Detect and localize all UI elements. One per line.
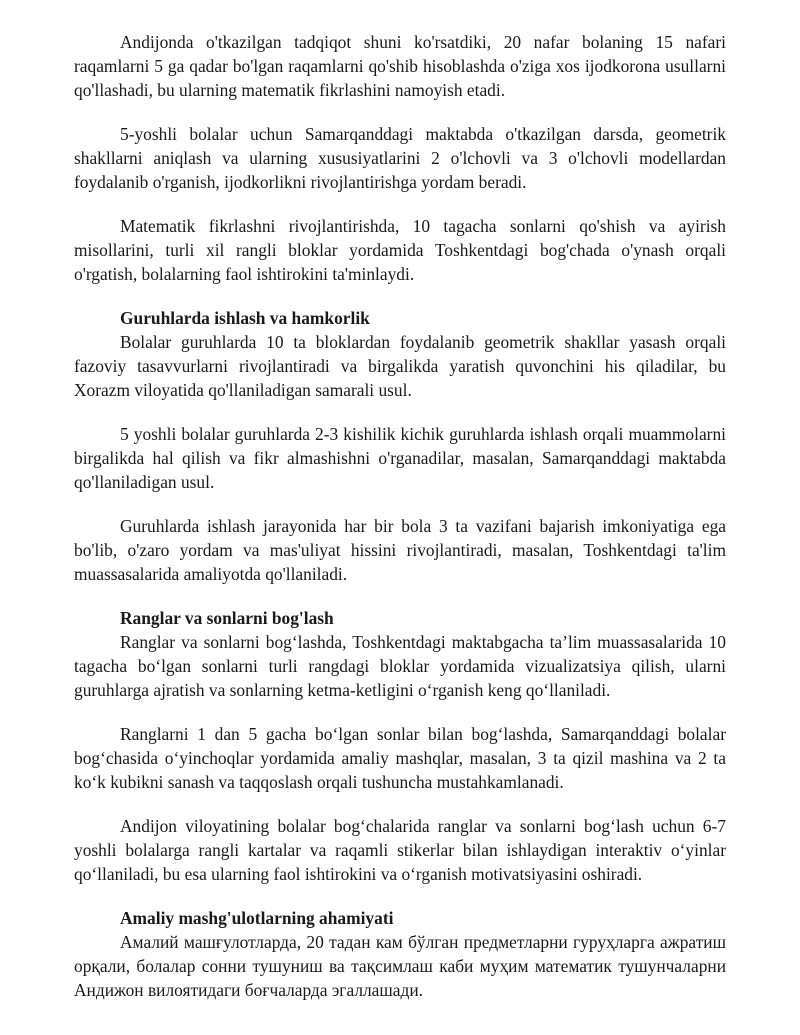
section-heading: Guruhlarda ishlash va hamkorlik (120, 308, 370, 328)
section-colors-numbers (74, 606, 726, 886)
section-paragraph: Амалий машғулотларда, 20 тадан кам бўлган предметларни гуруҳларга ажратиш орқали, болалар сонни тушуниш ва тақсимлаш каби муҳим математик тушунчаларни Андижон вилоятидаги боғчаларда эгаллашади. (74, 932, 726, 1000)
section-practical-lessons (74, 906, 726, 1002)
section-heading: Amaliy mashg'ulotlarning ahamiyati (120, 908, 394, 928)
section-heading: Ranglar va sonlarni bog'lash (120, 608, 334, 628)
intro-paragraph-1: Andijonda o'tkazilgan tadqiqot shuni ko'rsatdiki, 20 nafar bolaning 15 nafari raqamlarni 5 ga qadar bo'lgan raqamlarni qo'shib hisoblashda o'ziga xos ijodkorona usullarni qo'llashadi, bu ularning matematik fikrlashini namoyish etadi. (74, 32, 726, 100)
section-paragraph: Andijon viloyatining bolalar bog‘chalarida ranglar va sonlarni bog‘lash uchun 6-7 yoshli bolalarga rangli kartalar va raqamli stikerlar bilan ishlaydigan interaktiv o‘yinlar qo‘llaniladi, bu esa ularning faol ishtirokini va o‘rganish motivatsiyasini oshiradi. (74, 816, 726, 884)
section-paragraph: Ranglarni 1 dan 5 gacha bo‘lgan sonlar bilan bog‘lashda, Samarqanddagi bolalar bog‘chasida o‘yinchoqlar yordamida amaliy mashqlar, masalan, 3 ta qizil mashina va 2 ta ko‘k kubikni sanash va taqqoslash orqali tushuncha mustahkamlanadi. (74, 724, 726, 792)
intro-paragraph-2: 5-yoshli bolalar uchun Samarqanddagi maktabda o'tkazilgan darsda, geometrik shakllarni aniqlash va ularning xususiyatlarini 2 o'lchovli va 3 o'lchovli modellardan foydalanib o'rganish, ijodkorlikni rivojlantirishga yordam beradi. (74, 124, 726, 192)
section-paragraph: Guruhlarda ishlash jarayonida har bir bola 3 ta vazifani bajarish imkoniyatiga ega bo'lib, o'zaro yordam va mas'uliyat hissini rivojlantiradi, masalan, Toshkentdagi ta'lim muassasalarida amaliyotda qo'llaniladi. (74, 516, 726, 584)
intro-paragraph-3: Matematik fikrlashni rivojlantirishda, 10 tagacha sonlarni qo'shish va ayirish misollarini, turli xil rangli bloklar yordamida Toshkentdagi bog'chada o'ynash orqali o'rgatish, bolalarning faol ishtirokini ta'minlaydi. (74, 216, 726, 284)
section-group-work (74, 306, 726, 586)
section-paragraph: Bolalar guruhlarda 10 ta bloklardan foydalanib geometrik shakllar yasash orqali fazoviy tasavvurlarni rivojlantiradi va birgalikda yaratish quvonchini his qiladilar, bu Xorazm viloyatida qo'llaniladigan samarali usul. (74, 332, 726, 400)
document-page (74, 30, 726, 1022)
section-paragraph: 5 yoshli bolalar guruhlarda 2-3 kishilik kichik guruhlarda ishlash orqali muammolarni birgalikda hal qilish va fikr almashishni o'rganadilar, masalan, Samarqanddagi maktabda qo'llaniladigan usul. (74, 424, 726, 492)
section-paragraph: Ranglar va sonlarni bog‘lashda, Toshkentdagi maktabgacha ta’lim muassasalarida 10 tagacha bo‘lgan sonlarni turli rangdagi bloklar yordamida vizualizatsiya qilish, ularni guruhlarga ajratish va sonlarning ketma-ketligini o‘rganish keng qo‘llaniladi. (74, 632, 726, 700)
